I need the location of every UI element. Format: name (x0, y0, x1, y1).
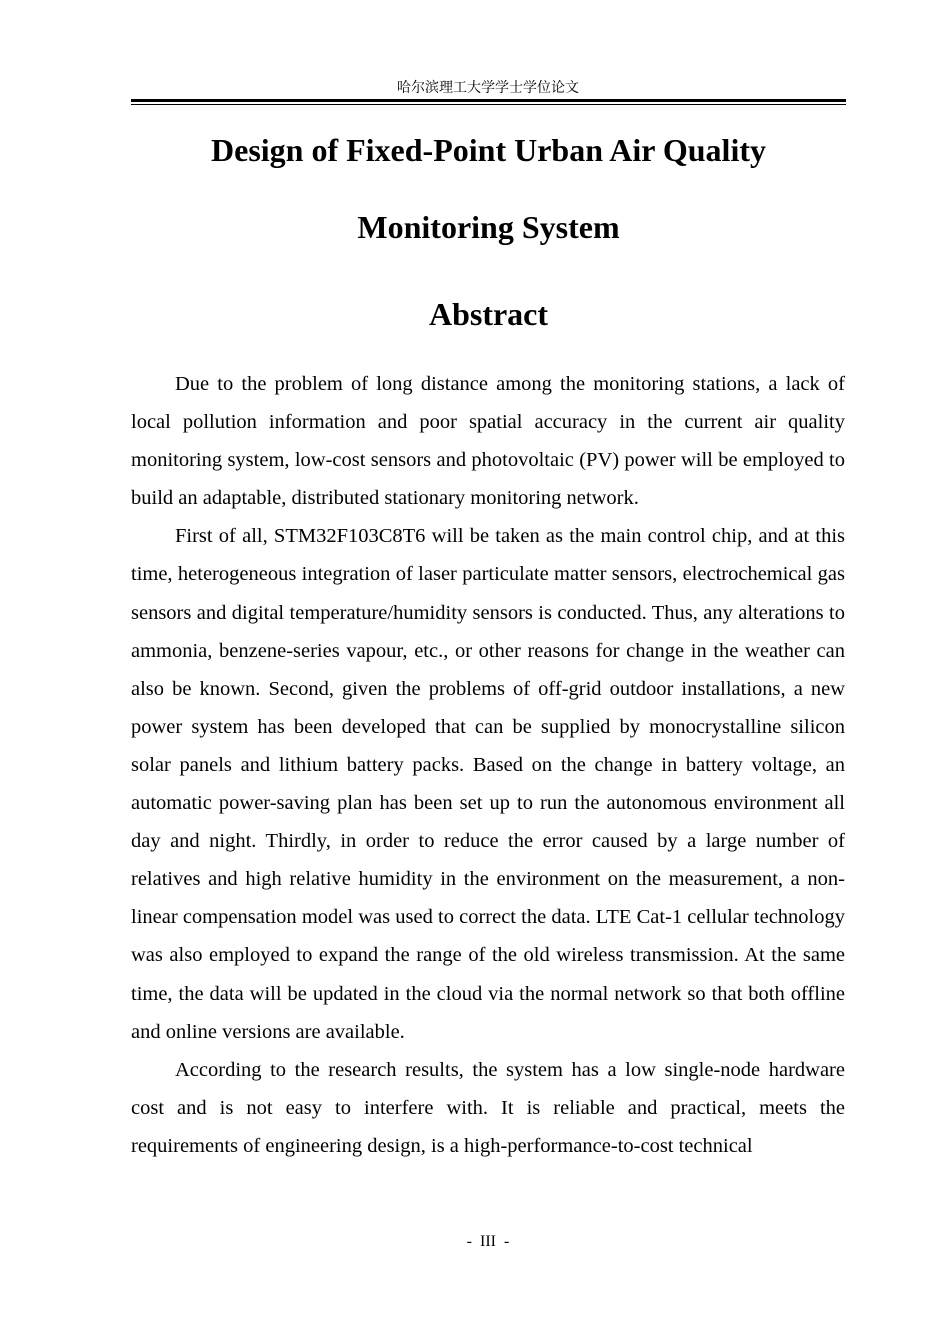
header-rule-thin (131, 104, 846, 105)
thesis-title-line-2: Monitoring System (357, 209, 620, 245)
running-header: 哈尔滨理工大学学士学位论文 (397, 80, 579, 96)
thesis-title-line-1: Design of Fixed-Point Urban Air Quality (211, 132, 766, 168)
abstract-body (131, 365, 845, 1165)
abstract-heading: Abstract (428, 296, 549, 332)
abstract-paragraph-1: Due to the problem of long distance among the monitoring stations, a lack of local pollution information and poor spatial accuracy in the current air quality monitoring system, low-cost sensors and photovoltaic (PV) power will be employed to build an adaptable, distributed stationary monitoring network. (131, 373, 845, 510)
header-rule-thick (131, 99, 846, 102)
abstract-paragraph-3: According to the research results, the system has a low single-node hardware cost and is not easy to interfere with. It is reliable and practical, meets the requirements of engineering design, is a high-performance-to-cost technical (131, 1058, 845, 1157)
abstract-paragraph-2: First of all, STM32F103C8T6 will be taken as the main control chip, and at this time, heterogeneous integration of laser particulate matter sensors, electrochemical gas sensors and digital temperature/humidity sensors is conducted. Thus, any alterations to ammonia, benzene-series vapour, etc., or other reasons for change in the weather can also be known. Second, given the problems of off-grid outdoor installations, a new power system has been developed that can be supplied by monocrystalline silicon solar panels and lithium battery packs. Based on the change in battery voltage, an automatic power-saving plan has been set up to run the autonomous environment all day and night. Thirdly, in order to reduce the error caused by a large number of relatives and high relative humidity in the environment on the measurement, a non-linear compensation model was used to correct the data. LTE Cat-1 cellular technology was also employed to expand the range of the old wireless transmission. At the same time, the data will be updated in the cloud via the normal network so that both offline and online versions are available. (131, 525, 845, 1043)
page-number: - III - (466, 1233, 510, 1250)
